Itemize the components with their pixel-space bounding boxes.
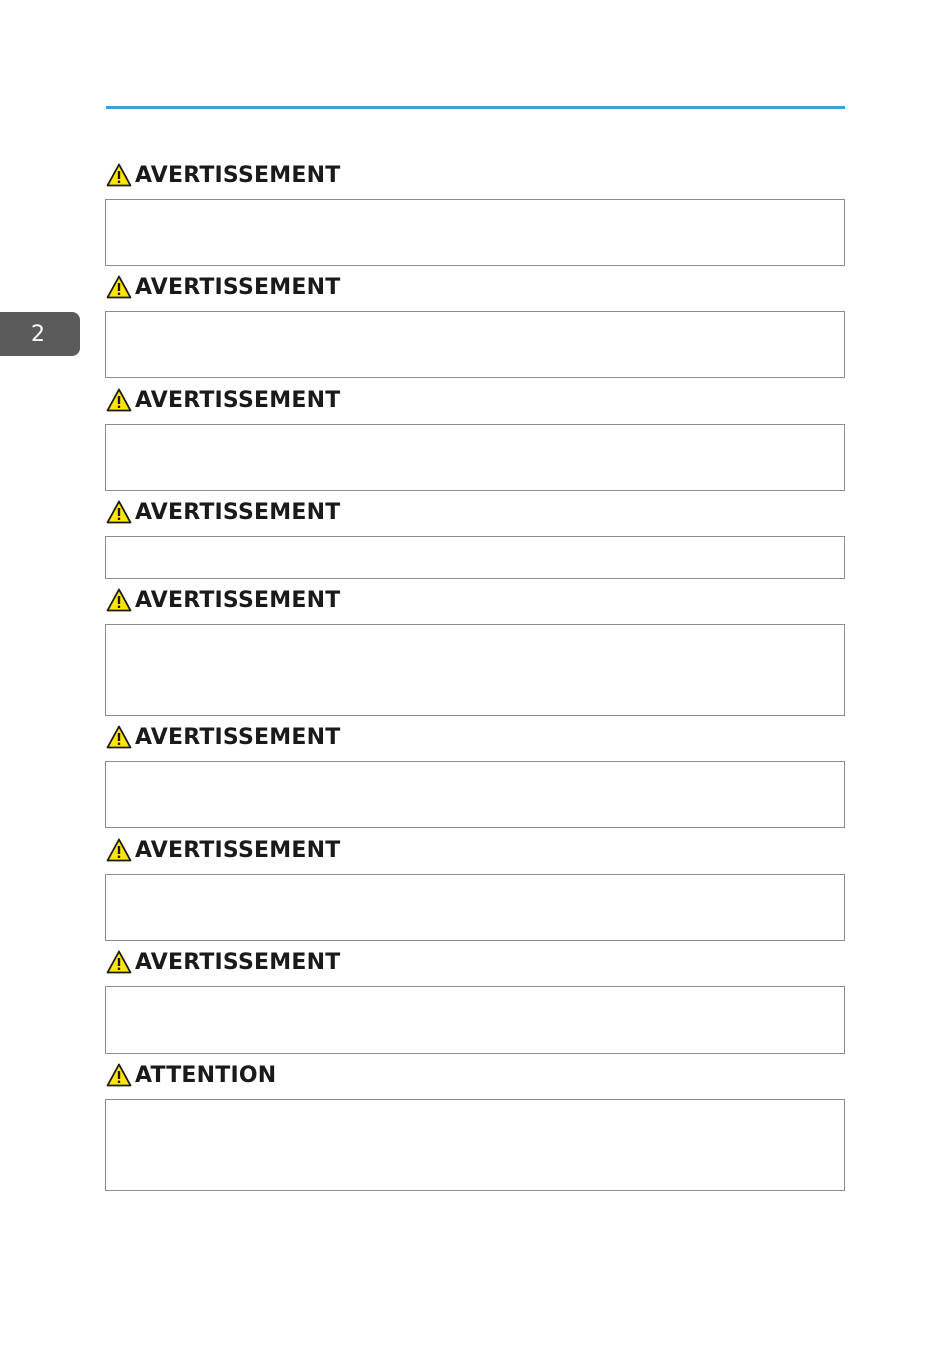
warning-triangle-icon [106,725,132,749]
warning-box [105,624,845,716]
warning-heading [106,949,340,975]
warning-triangle-icon [106,950,132,974]
warning-box [105,424,845,491]
warning-heading [106,162,340,188]
header-rule [106,106,845,109]
warning-heading [106,724,340,750]
warning-box [105,874,845,941]
warning-label: AVERTISSEMENT [135,837,341,863]
warning-triangle-icon [106,275,132,299]
warning-box [105,536,845,579]
warning-label: AVERTISSEMENT [135,387,341,413]
warning-label: AVERTISSEMENT [135,162,341,188]
warning-heading [106,499,340,525]
caution-heading [106,1062,276,1088]
warning-box [105,311,845,378]
warning-heading [106,387,340,413]
warning-heading [106,837,340,863]
warning-triangle-icon [106,163,132,187]
warning-box [105,199,845,266]
warning-label: AVERTISSEMENT [135,724,341,750]
warning-box [105,761,845,828]
warning-triangle-icon [106,500,132,524]
warning-label: AVERTISSEMENT [135,499,341,525]
caution-label: ATTENTION [135,1062,277,1088]
caution-box [105,1099,845,1191]
chapter-number: 2 [31,321,45,347]
warning-heading [106,587,340,613]
warning-triangle-icon [106,588,132,612]
chapter-tab [0,312,80,356]
warning-triangle-icon [106,1063,132,1087]
warning-label: AVERTISSEMENT [135,949,341,975]
warning-box [105,986,845,1054]
warning-triangle-icon [106,388,132,412]
warning-label: AVERTISSEMENT [135,587,341,613]
warning-label: AVERTISSEMENT [135,274,341,300]
warning-triangle-icon [106,838,132,862]
warning-heading [106,274,340,300]
